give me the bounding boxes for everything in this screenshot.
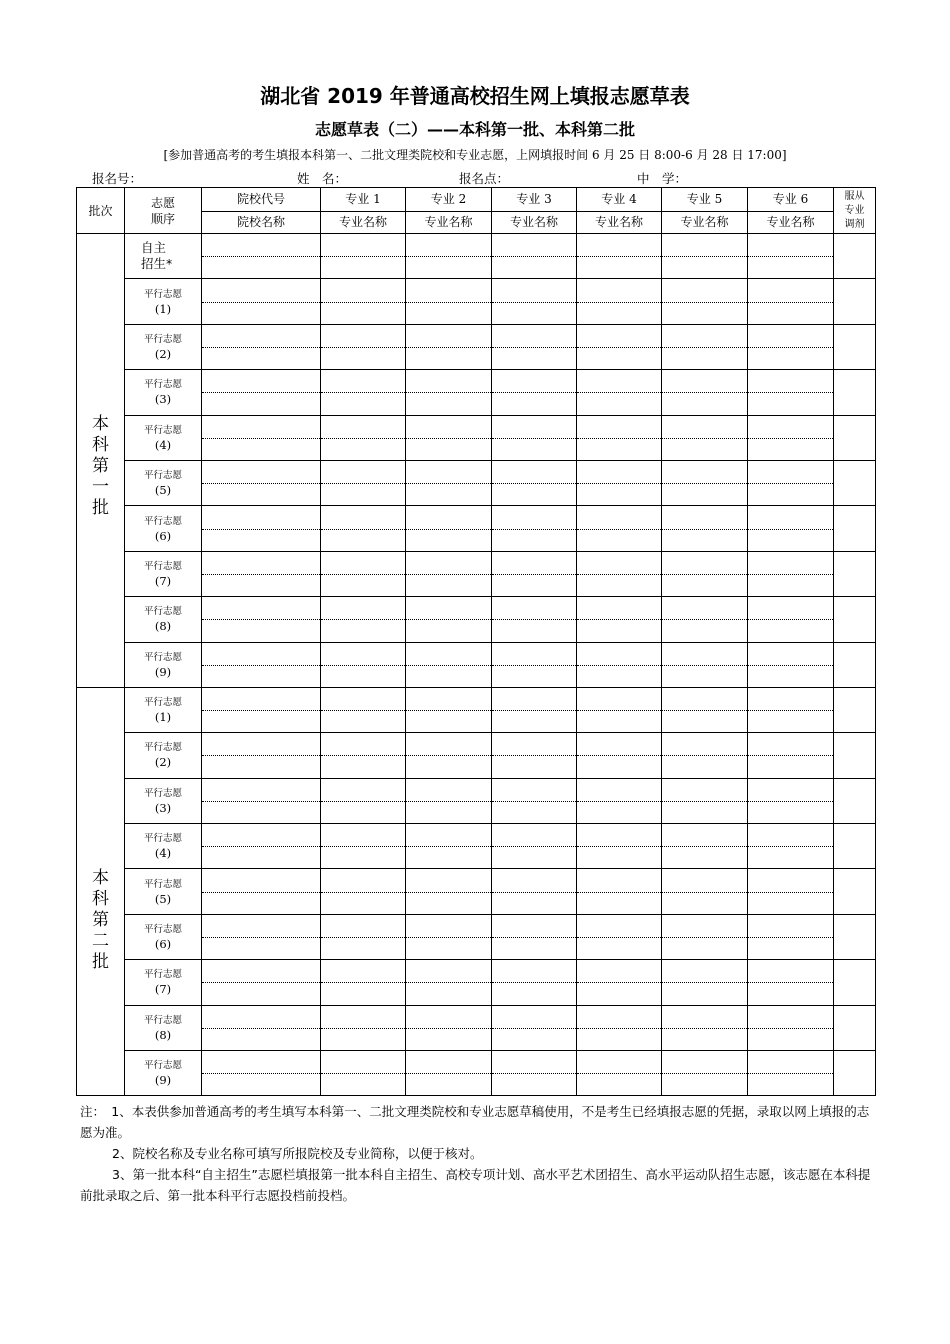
table-row <box>77 733 876 778</box>
major-6-entry-cell[interactable] <box>748 324 834 369</box>
page-title: 湖北省 2019 年普通高校招生网上填报志愿草表 <box>260 84 690 108</box>
major-4-entry-cell[interactable] <box>577 279 662 324</box>
order-cell <box>125 279 202 324</box>
batch-cell-1 <box>77 234 125 688</box>
school-entry-cell[interactable] <box>202 733 321 778</box>
school-entry-cell[interactable] <box>202 279 321 324</box>
major-1-entry-cell[interactable] <box>321 279 406 324</box>
order-number: (9) <box>154 1073 172 1088</box>
table-row <box>77 415 876 460</box>
school-entry-cell[interactable] <box>202 460 321 505</box>
major-4-entry-cell[interactable] <box>577 642 662 687</box>
major-5-entry-cell[interactable] <box>662 687 748 732</box>
batch-label-char: 批 <box>92 951 109 972</box>
order-cell <box>125 506 202 551</box>
notes-section <box>80 1101 872 1206</box>
order-number: (8) <box>154 1027 172 1042</box>
order-number: (8) <box>154 619 172 634</box>
major-6-entry-cell[interactable] <box>748 733 834 778</box>
major-1-entry-cell[interactable] <box>321 824 406 869</box>
major-3-entry-cell[interactable] <box>492 234 577 279</box>
major-4-entry-cell[interactable] <box>577 551 662 596</box>
header-school-code: 院校代号 <box>236 192 285 206</box>
table-row <box>77 460 876 505</box>
major-5-entry-cell[interactable] <box>662 642 748 687</box>
adjust-entry-cell[interactable] <box>834 551 876 596</box>
major-6-entry-cell[interactable] <box>748 778 834 823</box>
school-entry-cell[interactable] <box>202 1005 321 1050</box>
batch-label-char: 本 <box>92 414 109 434</box>
major-1-entry-cell[interactable] <box>321 960 406 1005</box>
major-5-entry-cell[interactable] <box>662 279 748 324</box>
order-cell <box>125 551 202 596</box>
major-5-entry-cell[interactable] <box>662 824 748 869</box>
major-4-entry-cell[interactable] <box>577 733 662 778</box>
table-row <box>77 234 876 279</box>
major-4-entry-cell[interactable] <box>577 234 662 279</box>
order-number: (3) <box>154 392 172 407</box>
adjust-entry-cell[interactable] <box>834 1051 876 1096</box>
major-2-entry-cell[interactable] <box>406 687 492 732</box>
order-number: (1) <box>154 301 172 316</box>
header-major-4: 专业 4 专业名称 <box>577 188 662 234</box>
school-entry-cell[interactable] <box>202 642 321 687</box>
major-6-entry-cell[interactable] <box>748 415 834 460</box>
school-field[interactable]: 中 学： <box>637 171 688 186</box>
adjust-entry-cell[interactable] <box>834 460 876 505</box>
major-5-entry-cell[interactable] <box>662 869 748 914</box>
table-row <box>77 1051 876 1096</box>
major-6-entry-cell[interactable] <box>748 960 834 1005</box>
school-entry-cell[interactable] <box>202 960 321 1005</box>
major-3-entry-cell[interactable] <box>492 778 577 823</box>
order-cell <box>125 1051 202 1096</box>
order-number: (3) <box>154 800 172 815</box>
order-label: 平行志愿 <box>143 515 182 527</box>
table-row <box>77 551 876 596</box>
header-adjust: 服从专业调剂 <box>834 188 876 234</box>
major-1-entry-cell[interactable] <box>321 460 406 505</box>
table-row <box>77 597 876 642</box>
major-4-entry-cell[interactable] <box>577 1005 662 1050</box>
table-row <box>77 506 876 551</box>
major-5-entry-cell[interactable] <box>662 733 748 778</box>
order-label: 平行志愿 <box>143 379 182 391</box>
order-cell <box>125 597 202 642</box>
note-2: 2、院校名称及专业名称可填写所报院校及专业简称，以便于核对。 <box>112 1146 483 1161</box>
major-3-entry-cell[interactable] <box>492 914 577 959</box>
order-cell <box>125 324 202 369</box>
table-row <box>77 914 876 959</box>
major-2-entry-cell[interactable] <box>406 914 492 959</box>
major-2-entry-cell[interactable] <box>406 733 492 778</box>
header-order: 志愿顺序 <box>125 188 202 234</box>
order-label: 平行志愿 <box>143 333 182 345</box>
major-5-entry-cell[interactable] <box>662 914 748 959</box>
table-row <box>77 687 876 732</box>
major-1-entry-cell[interactable] <box>321 1005 406 1050</box>
major-4-entry-cell[interactable] <box>577 597 662 642</box>
major-2-entry-cell[interactable] <box>406 279 492 324</box>
school-entry-cell[interactable] <box>202 415 321 460</box>
major-6-entry-cell[interactable] <box>748 824 834 869</box>
table-row <box>77 1005 876 1050</box>
major-3-entry-cell[interactable] <box>492 506 577 551</box>
header-major-1: 专业 1 专业名称 <box>321 188 406 234</box>
adjust-entry-cell[interactable] <box>834 279 876 324</box>
order-number: (5) <box>154 483 172 498</box>
adjust-entry-cell[interactable] <box>834 506 876 551</box>
major-6-entry-cell[interactable] <box>748 642 834 687</box>
major-5-entry-cell[interactable] <box>662 506 748 551</box>
major-3-entry-cell[interactable] <box>492 551 577 596</box>
major-2-entry-cell[interactable] <box>406 234 492 279</box>
order-number: (6) <box>154 528 172 543</box>
major-1-entry-cell[interactable] <box>321 687 406 732</box>
major-2-entry-cell[interactable] <box>406 960 492 1005</box>
major-4-entry-cell[interactable] <box>577 914 662 959</box>
major-2-entry-cell[interactable] <box>406 597 492 642</box>
order-label: 平行志愿 <box>143 787 182 799</box>
major-2-entry-cell[interactable] <box>406 1005 492 1050</box>
major-1-entry-cell[interactable] <box>321 778 406 823</box>
order-number: (5) <box>154 891 172 906</box>
adjust-entry-cell[interactable] <box>834 914 876 959</box>
order-number: (9) <box>154 664 172 679</box>
order-cell <box>125 1005 202 1050</box>
major-2-entry-cell[interactable] <box>406 460 492 505</box>
major-2-entry-cell[interactable] <box>406 370 492 415</box>
site-field[interactable]: 报名点： <box>459 171 510 186</box>
major-6-entry-cell[interactable] <box>748 460 834 505</box>
table-row <box>77 869 876 914</box>
order-cell <box>125 370 202 415</box>
batch-label-char: 二 <box>92 930 109 951</box>
school-entry-cell[interactable] <box>202 551 321 596</box>
major-6-entry-cell[interactable] <box>748 1051 834 1096</box>
adjust-entry-cell[interactable] <box>834 370 876 415</box>
batch-label <box>92 868 109 973</box>
school-entry-cell[interactable] <box>202 914 321 959</box>
major-1-entry-cell[interactable] <box>321 914 406 959</box>
major-2-entry-cell[interactable] <box>406 869 492 914</box>
page-subtitle: 志愿草表（二）——本科第一批、本科第二批 <box>314 120 635 139</box>
table-row <box>77 279 876 324</box>
major-4-entry-cell[interactable] <box>577 1051 662 1096</box>
major-1-entry-cell[interactable] <box>321 415 406 460</box>
order-label: 平行志愿 <box>143 288 182 300</box>
adjust-entry-cell[interactable] <box>834 234 876 279</box>
table-header-row <box>77 188 876 234</box>
major-2-entry-cell[interactable] <box>406 551 492 596</box>
major-3-entry-cell[interactable] <box>492 415 577 460</box>
major-2-entry-cell[interactable] <box>406 778 492 823</box>
major-2-entry-cell[interactable] <box>406 642 492 687</box>
major-6-entry-cell[interactable] <box>748 370 834 415</box>
order-cell <box>125 642 202 687</box>
major-1-entry-cell[interactable] <box>321 869 406 914</box>
major-5-entry-cell[interactable] <box>662 960 748 1005</box>
order-cell <box>125 234 202 279</box>
order-label: 平行志愿 <box>143 924 182 936</box>
order-cell <box>125 687 202 732</box>
header-major-2: 专业 2 专业名称 <box>406 188 492 234</box>
order-number: (7) <box>154 982 172 997</box>
major-5-entry-cell[interactable] <box>662 415 748 460</box>
major-3-entry-cell[interactable] <box>492 370 577 415</box>
major-1-entry-cell[interactable] <box>321 234 406 279</box>
major-1-entry-cell[interactable] <box>321 551 406 596</box>
order-cell <box>125 914 202 959</box>
adjust-entry-cell[interactable] <box>834 687 876 732</box>
adjust-entry-cell[interactable] <box>834 324 876 369</box>
adjust-entry-cell[interactable] <box>834 415 876 460</box>
major-3-entry-cell[interactable] <box>492 642 577 687</box>
order-label: 平行志愿 <box>143 1014 182 1026</box>
order-label: 平行志愿 <box>143 1060 182 1072</box>
major-3-entry-cell[interactable] <box>492 824 577 869</box>
order-cell <box>125 960 202 1005</box>
major-6-entry-cell[interactable] <box>748 597 834 642</box>
major-6-entry-cell[interactable] <box>748 234 834 279</box>
major-4-entry-cell[interactable] <box>577 778 662 823</box>
order-number: (7) <box>154 573 172 588</box>
order-label: 平行志愿 <box>143 651 182 663</box>
order-label: 平行志愿 <box>143 969 182 981</box>
adjust-entry-cell[interactable] <box>834 824 876 869</box>
school-entry-cell[interactable] <box>202 506 321 551</box>
reg-no-field[interactable]: 报名号： <box>92 171 143 186</box>
major-2-entry-cell[interactable] <box>406 506 492 551</box>
major-5-entry-cell[interactable] <box>662 324 748 369</box>
school-entry-cell[interactable] <box>202 234 321 279</box>
instruction-line: [参加普通高考的考生填报本科第一、二批文理类院校和专业志愿，上网填报时间 6 月 25 日 8:00-6 月 28 日 17:00] <box>163 148 787 162</box>
batch-cell-2 <box>77 687 125 1096</box>
order-label: 平行志愿 <box>143 833 182 845</box>
order-cell <box>125 778 202 823</box>
school-entry-cell[interactable] <box>202 324 321 369</box>
major-5-entry-cell[interactable] <box>662 234 748 279</box>
order-cell <box>125 415 202 460</box>
major-6-entry-cell[interactable] <box>748 506 834 551</box>
table-row <box>77 960 876 1005</box>
major-5-entry-cell[interactable] <box>662 1051 748 1096</box>
order-label: 平行志愿 <box>143 742 182 754</box>
batch-label-char: 第 <box>92 909 109 930</box>
header-school <box>202 188 321 234</box>
major-5-entry-cell[interactable] <box>662 551 748 596</box>
major-3-entry-cell[interactable] <box>492 324 577 369</box>
major-5-entry-cell[interactable] <box>662 370 748 415</box>
adjust-entry-cell[interactable] <box>834 869 876 914</box>
note-1: 注： 1、本表供参加普通高考的考生填写本科第一、二批文理类院校和专业志愿草稿使用，不是考生已经填报志愿的凭据，录取以网上填报的志愿为准。 <box>80 1104 870 1140</box>
major-4-entry-cell[interactable] <box>577 324 662 369</box>
school-entry-cell[interactable] <box>202 1051 321 1096</box>
major-2-entry-cell[interactable] <box>406 1051 492 1096</box>
batch-label <box>92 414 109 519</box>
major-1-entry-cell[interactable] <box>321 324 406 369</box>
batch-label-char: 一 <box>92 477 109 497</box>
order-cell <box>125 869 202 914</box>
major-5-entry-cell[interactable] <box>662 778 748 823</box>
adjust-entry-cell[interactable] <box>834 733 876 778</box>
order-label: 平行志愿 <box>143 560 182 572</box>
order-number: (2) <box>154 755 172 770</box>
order-cell <box>125 460 202 505</box>
adjust-entry-cell[interactable] <box>834 597 876 642</box>
header-major-5: 专业 5 专业名称 <box>662 188 748 234</box>
major-1-entry-cell[interactable] <box>321 642 406 687</box>
major-6-entry-cell[interactable] <box>748 687 834 732</box>
order-number: (2) <box>154 346 172 361</box>
major-4-entry-cell[interactable] <box>577 415 662 460</box>
batch-label-char: 科 <box>92 888 109 909</box>
batch-label-char: 第 <box>92 456 109 476</box>
major-4-entry-cell[interactable] <box>577 824 662 869</box>
major-3-entry-cell[interactable] <box>492 279 577 324</box>
order-number: (1) <box>154 710 172 725</box>
major-4-entry-cell[interactable] <box>577 869 662 914</box>
table-row <box>77 642 876 687</box>
major-4-entry-cell[interactable] <box>577 370 662 415</box>
major-4-entry-cell[interactable] <box>577 506 662 551</box>
order-label: 自主 <box>141 240 167 256</box>
major-2-entry-cell[interactable] <box>406 324 492 369</box>
school-entry-cell[interactable] <box>202 824 321 869</box>
table-row <box>77 324 876 369</box>
major-4-entry-cell[interactable] <box>577 960 662 1005</box>
table-row <box>77 370 876 415</box>
name-field[interactable]: 姓 名： <box>297 171 348 186</box>
major-5-entry-cell[interactable] <box>662 1005 748 1050</box>
major-3-entry-cell[interactable] <box>492 733 577 778</box>
header-major-6: 专业 6 专业名称 <box>748 188 834 234</box>
major-6-entry-cell[interactable] <box>748 869 834 914</box>
table-row <box>77 778 876 823</box>
major-5-entry-cell[interactable] <box>662 460 748 505</box>
major-1-entry-cell[interactable] <box>321 370 406 415</box>
order-label: 平行志愿 <box>143 878 182 890</box>
school-entry-cell[interactable] <box>202 687 321 732</box>
major-3-entry-cell[interactable] <box>492 960 577 1005</box>
school-entry-cell[interactable] <box>202 370 321 415</box>
order-cell <box>125 824 202 869</box>
table-row <box>77 824 876 869</box>
adjust-entry-cell[interactable] <box>834 1005 876 1050</box>
order-label: 平行志愿 <box>143 424 182 436</box>
batch-label-char: 本 <box>92 867 109 888</box>
order-number: (4) <box>154 846 172 861</box>
major-4-entry-cell[interactable] <box>577 460 662 505</box>
school-entry-cell[interactable] <box>202 597 321 642</box>
adjust-entry-cell[interactable] <box>834 778 876 823</box>
header-batch: 批次 <box>77 188 125 234</box>
school-entry-cell[interactable] <box>202 869 321 914</box>
major-3-entry-cell[interactable] <box>492 869 577 914</box>
major-1-entry-cell[interactable] <box>321 506 406 551</box>
order-number: (4) <box>154 437 172 452</box>
order-number: (6) <box>154 937 172 952</box>
major-2-entry-cell[interactable] <box>406 415 492 460</box>
order-number: 招生* <box>141 256 173 272</box>
major-5-entry-cell[interactable] <box>662 597 748 642</box>
batch-label-char: 科 <box>92 435 109 455</box>
order-label: 平行志愿 <box>143 697 182 709</box>
school-entry-cell[interactable] <box>202 778 321 823</box>
major-6-entry-cell[interactable] <box>748 551 834 596</box>
header-school-name: 院校名称 <box>236 215 285 229</box>
batch-label-char: 批 <box>92 498 109 518</box>
major-3-entry-cell[interactable] <box>492 1005 577 1050</box>
adjust-entry-cell[interactable] <box>834 960 876 1005</box>
major-3-entry-cell[interactable] <box>492 1051 577 1096</box>
major-3-entry-cell[interactable] <box>492 460 577 505</box>
order-cell <box>125 733 202 778</box>
major-3-entry-cell[interactable] <box>492 597 577 642</box>
major-6-entry-cell[interactable] <box>748 279 834 324</box>
note-3: 3、第一批本科“自主招生”志愿栏填报第一批本科自主招生、高校专项计划、高水平艺术团招生、高水平运动队招生志愿，该志愿在本科提前批录取之后、第一批本科平行志愿投档前投档。 <box>80 1167 871 1203</box>
major-3-entry-cell[interactable] <box>492 687 577 732</box>
major-6-entry-cell[interactable] <box>748 914 834 959</box>
major-6-entry-cell[interactable] <box>748 1005 834 1050</box>
major-2-entry-cell[interactable] <box>406 824 492 869</box>
order-label: 平行志愿 <box>143 470 182 482</box>
order-label: 平行志愿 <box>143 606 182 618</box>
application-form-table <box>76 187 876 1096</box>
major-4-entry-cell[interactable] <box>577 687 662 732</box>
major-1-entry-cell[interactable] <box>321 733 406 778</box>
adjust-entry-cell[interactable] <box>834 642 876 687</box>
major-1-entry-cell[interactable] <box>321 1051 406 1096</box>
header-major-3: 专业 3 专业名称 <box>492 188 577 234</box>
major-1-entry-cell[interactable] <box>321 597 406 642</box>
